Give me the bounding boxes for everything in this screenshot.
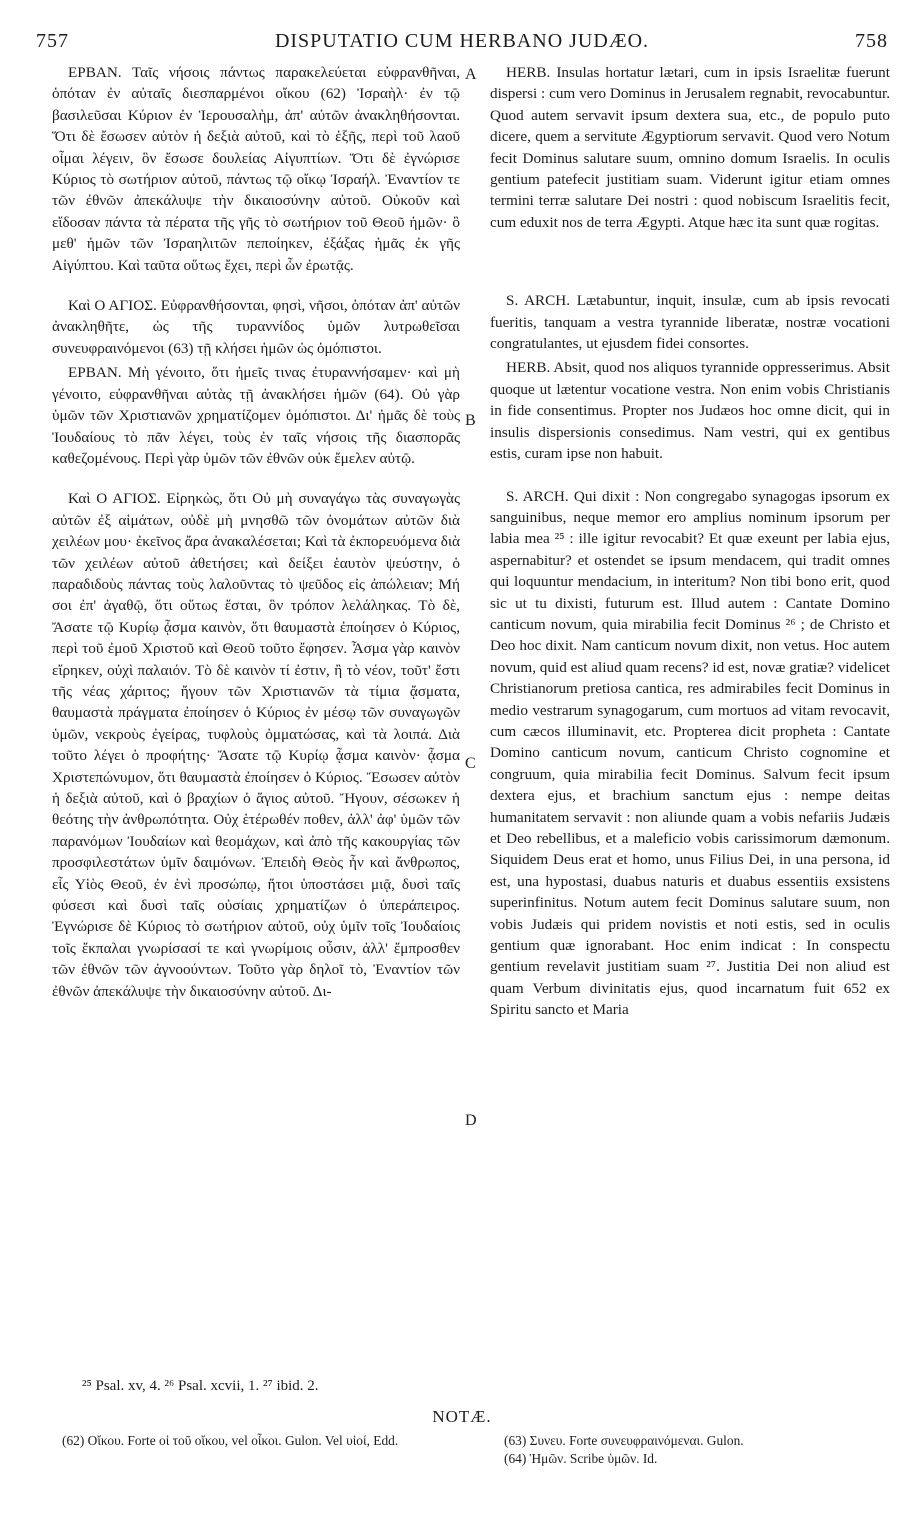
note-entry: (64) Ἡμῶν. Scribe ὑμῶν. Id. — [504, 1451, 658, 1466]
notes-left — [52, 1432, 472, 1450]
scripture-references: ²⁵ Psal. xv, 4. ²⁶ Psal. xcvii, 1. ²⁷ ibid. 2. — [82, 1378, 319, 1394]
running-header — [36, 30, 888, 58]
page-number-left: 757 — [36, 30, 69, 52]
note-entry: (62) Οἴκου. Forte οἱ τοῦ οἴκου, vel οἶκοι. Gulon. Vel υἱοί, Edd. — [62, 1433, 399, 1448]
page-number-right: 758 — [855, 30, 888, 52]
notes-right — [494, 1432, 894, 1468]
latin-column — [490, 62, 890, 1021]
latin-paragraph: S. ARCH. Lætabuntur, inquit, insulæ, cum ab ipsis revocati fueritis, tanquam a vestra tyrannide liberatæ, nostræ vocationi congratulantes, ut ejusdem fidei consortes. — [490, 292, 890, 353]
latin-paragraph: S. ARCH. Qui dixit : Non congregabo synagogas ipsorum ex sanguinibus, neque memor ero amplius nominum ipsorum per labia mea ²⁵ : ille igitur revocabit? Et quæ exeunt per labia ejus, aspernabitur? et ostendet se ipsum mendacem, qui tradit omnes qui loquuntur mendacium, in interitum? Non tibi bono erit, quod sic ut tu dixisti, futurum est. Illud autem : Cantate Domino canticum novum, quia mirabilia fecit Dominus ²⁶ ; de Christo et Deo hoc dixit. Nam canticum novum dixit, non vetus. Hoc autem novum, quid est aliud quam recens? id est, novæ gratiæ? videlicet Christianorum pretiosa cantica, res admirabiles fecit Dominus in medio vestrarum synagogarum, cum mortuos ad vitam revocavit, cum cæcos illuminavit, etc. Propterea dicit propheta : Cantate Domino canticum novum, canticum Christo cognomine et congruum, quia mirabilia fecit Dominus. Salvum fecit ipsum dextera ejus, et brachium sanctum ejus : nempe deitas humanitatem servavit : non aliunde quam a vobis nefariis Judæis et Deo rebellibus, et a maleficio vobis carissimorum dæmonum. Siquidem Deus erat et homo, unus Filius Dei, in una persona, id est, una hypostasi, duabus naturis et duabus essentiis exsistens superinfinitus. Notum autem fecit Dominus salutare suum, non vobis Judæis qui pridem novistis et noti estis, sed in oculis gentium quæ ignorabant. Hoc enim indicat : In conspectu gentium revelavit justitiam suam ²⁷. Justitia Dei non aliud est quam Verbum divinitatis ejus, quod incarnatum fuit 652 ex Spiritu sancto et Maria — [490, 487, 890, 1019]
greek-column — [52, 62, 460, 1002]
latin-paragraph: HERB. Insulas hortatur lætari, cum in ipsis Israelitæ fuerunt dispersi : cum vero Dominus in Jerusalem regnabit, revocabuntur. Quod autem servavit ipsum dextera sua, etc., de populo puto dicere, quem a servitute Ægyptiorum servavit. Quod vero Notum fecit Dominus salutare suum, omnino domum Israelis. In oculis gentium patefecit justitiam suam. Viderunt igitur etiam omnes termini terræ salutare Dei nostri : quod nobiscum Israelitis fecit, cum eduxit nos de terra Ægypti. Atque hæc ita sunt quæ rogitas. — [490, 64, 890, 231]
latin-paragraph: HERB. Absit, quod nos aliquos tyrannide oppresserimus. Absit quoque ut lætentur vocatione vestra. Non enim vobis Christianis in fide consentimus. Propter nos Judæos hoc omne dicit, qui in insulis dispersionis consedimus. Nam vestri, qui ex gentibus estis, curam ipse non habuit. — [490, 359, 890, 463]
notes-heading: NOTÆ. — [432, 1407, 492, 1426]
section-marker-d: D — [465, 1112, 477, 1129]
greek-paragraph: Καὶ Ο ΑΓΙΟΣ. Εἰρηκὼς, ὅτι Οὐ μὴ συναγάγω τὰς συναγωγὰς αὐτῶν ἐξ αἱμάτων, οὐδὲ μὴ μνησθῶ τῶν ὀνομάτων αὐτῶν διὰ χειλέων μου· ἐκεῖνος ἄρα ἀνακαλέσεται; Καὶ τὰ ἐκπορευόμενα διὰ τῶν χειλέων αὐτοῦ ἀθετήσει; καὶ δείξει ἑαυτὸν ψεύστην, ὁ παραδιδοὺς πάντας τοὺς λαλοῦντας τὸ ψεῦδος εἰς ἀπώλειαν; Μή σοι ἐπ' ἀγαθῷ, ὅτι οὕτως ἔσται, ὃν τρόπον λελάληκας. Τὸ δὲ, Ἄσατε τῷ Κυρίῳ ᾆσμα καινὸν, ὅτι θαυμαστὰ ἐποίησεν ὁ Κύριος, περὶ τοῦ ἐμοῦ Χριστοῦ καὶ Θεοῦ τοῦτο ἔφησεν. Ἆσμα γὰρ καινὸν εἴρηκεν, οὐχὶ παλαιόν. Τὸ δὲ καινὸν τί ἐστιν, ἢ τὸ νέον, τοῦτ' ἔστι τῆς νέας χάριτος; ἤγουν τῶν Χριστιανῶν τὰ τίμια ᾄσματα, θαυμαστὰ πράγματα ἐποίησεν ὁ Κύριος ἐν μέσῳ τῶν συναγωγῶν ὑμῶν, νεκροὺς ἐγείρας, τυφλοὺς ὀμματώσας, καὶ τὰ λοιπά. Διὰ τοῦτο λέγει ὁ προφήτης· Ἄσατε τῷ Κυρίῳ ᾆσμα καινὸν· ᾆσμα Χριστεπώνυμον, ὅτι θαυμαστὰ ἐποίησεν ὁ Κύριος. Ἔσωσεν αὐτὸν ἡ δεξιὰ αὐτοῦ, καὶ ὁ βραχίων ὁ ἅγιος αὐτοῦ. Ἤγουν, σέσωκεν ἡ θεότης τὴν ἀνθρωπότητα. Οὐχ ἑτέρωθέν ποθεν, ἀλλ' ἀφ' ὑμῶν τῶν παρανόμων Ἰουδαίων καὶ θεομάχων, καὶ ἀπὸ τῆς κακουργίας τῶν προσφιλεστάτων ὑμῖν δαιμόνων. Ἐπειδὴ Θεὸς ἦν καὶ ἄνθρωπος, εἷς Υἱὸς Θεοῦ, ἐν ἑνὶ προσώπῳ, ἤτοι ὑποστάσει μιᾷ, δυσὶ ταῖς φύσεσι καὶ δυσὶ ταῖς οὐσίαις χρηματίζων ὁ ὑπεράπειρος. Ἐγνώρισε δὲ Κύριος τὸ σωτήριον αὐτοῦ, οὐχ ὑμῖν τοῖς Ἰουδαίοις τοῖς ἔκπαλαι γνωρίσασί τε καὶ γνωρίμοις οὖσιν, ἀλλ' ἔμπροσθεν τῶν ἐθνῶν τῶν ἀγνοούντων. Τοῦτο γὰρ δηλοῖ τὸ, Ἐναντίον τῶν ἐθνῶν ἀπεκάλυψε τὴν δικαιοσύνην αὐτοῦ. Δι- — [52, 490, 460, 1000]
running-title: DISPUTATIO CUM HERBANO JUDÆO. — [274, 30, 650, 52]
greek-paragraph: ΕΡΒΑΝ. Μὴ γένοιτο, ὅτι ἡμεῖς τινας ἐτυραννήσαμεν· καὶ μὴ γένοιτο, εὐφρανθῆναι αὐτὰς τῇ ἀνακλήσει ἡμῶν (64). Οὐ γὰρ ὑμῶν τῶν Χριστιανῶν χρηματίζομεν ὁμόπιστοι. Δι' ἡμᾶς δὲ τοὺς Ἰουδαίους τὸ πᾶν λέγει, τοὺς ἐν ταῖς νήσοις τῆς διασπορᾶς καθεζομένους. Περὶ γὰρ ὑμῶν τῶν ἐθνῶν οὐκ ἔμελεν αὐτῷ. — [52, 364, 460, 467]
section-marker-b: B — [465, 412, 476, 429]
greek-paragraph: ΕΡΒΑΝ. Ταῖς νήσοις πάντως παρακελεύεται εὐφρανθῆναι, ὁπόταν ἐν αὐταῖς διεσπαρμένοι οἴκου (62) Ἰσραὴλ· ἐν τῷ βασιλεῦσαι Κύριον ἐν Ἱερουσαλὴμ, ἀπ' αὐτῶν ἀνακληθήσονται. Ὅτι δὲ ἔσωσεν αὐτὸν ἡ δεξιὰ αὐτοῦ, καὶ τὸ ἑξῆς, περὶ τοῦ λαοῦ οἶμαι λέγειν, ὃν ἔσωσε δουλείας Αἰγυπτίων. Ὅτι δὲ ἐγνώρισε Κύριος τὸ σωτήριον αὐτοῦ, πάντως τῷ οἴκῳ Ἰσραήλ. Ἐναντίον τε τῶν ἐθνῶν ἀπεκάλυψε τὴν δικαιοσύνην αὐτοῦ. Οὐκοῦν καὶ εἴδοσαν πάντα τὰ πέρατα τῆς γῆς τὸ σωτήριον τοῦ Θεοῦ ἡμῶν· ὃ μεθ' ἡμῶν τῶν Ἰσραηλιτῶν πεποίηκεν, ἐξάξας ἡμᾶς ἐκ γῆς Αἰγύπτου. Καὶ ταῦτα οὕτως ἔχει, περὶ ὧν ἐρωτᾷς. — [52, 64, 460, 274]
note-entry: (63) Συνευ. Forte συνευφραινόμεναι. Gulon. — [504, 1433, 744, 1448]
section-marker-a: A — [465, 66, 477, 83]
greek-paragraph: Καὶ Ο ΑΓΙΟΣ. Εὐφρανθήσονται, φησὶ, νῆσοι, ὁπόταν ἀπ' αὐτῶν ἀνακληθῆτε, ὡς τῆς τυραννίδος ὑμῶν λυτρωθεῖσαι συνευφραινόμενοι (63) τῇ κλήσει ἡμῶν ὡς ὁμόπιστοι. — [52, 297, 460, 357]
section-marker-c: C — [465, 755, 476, 772]
